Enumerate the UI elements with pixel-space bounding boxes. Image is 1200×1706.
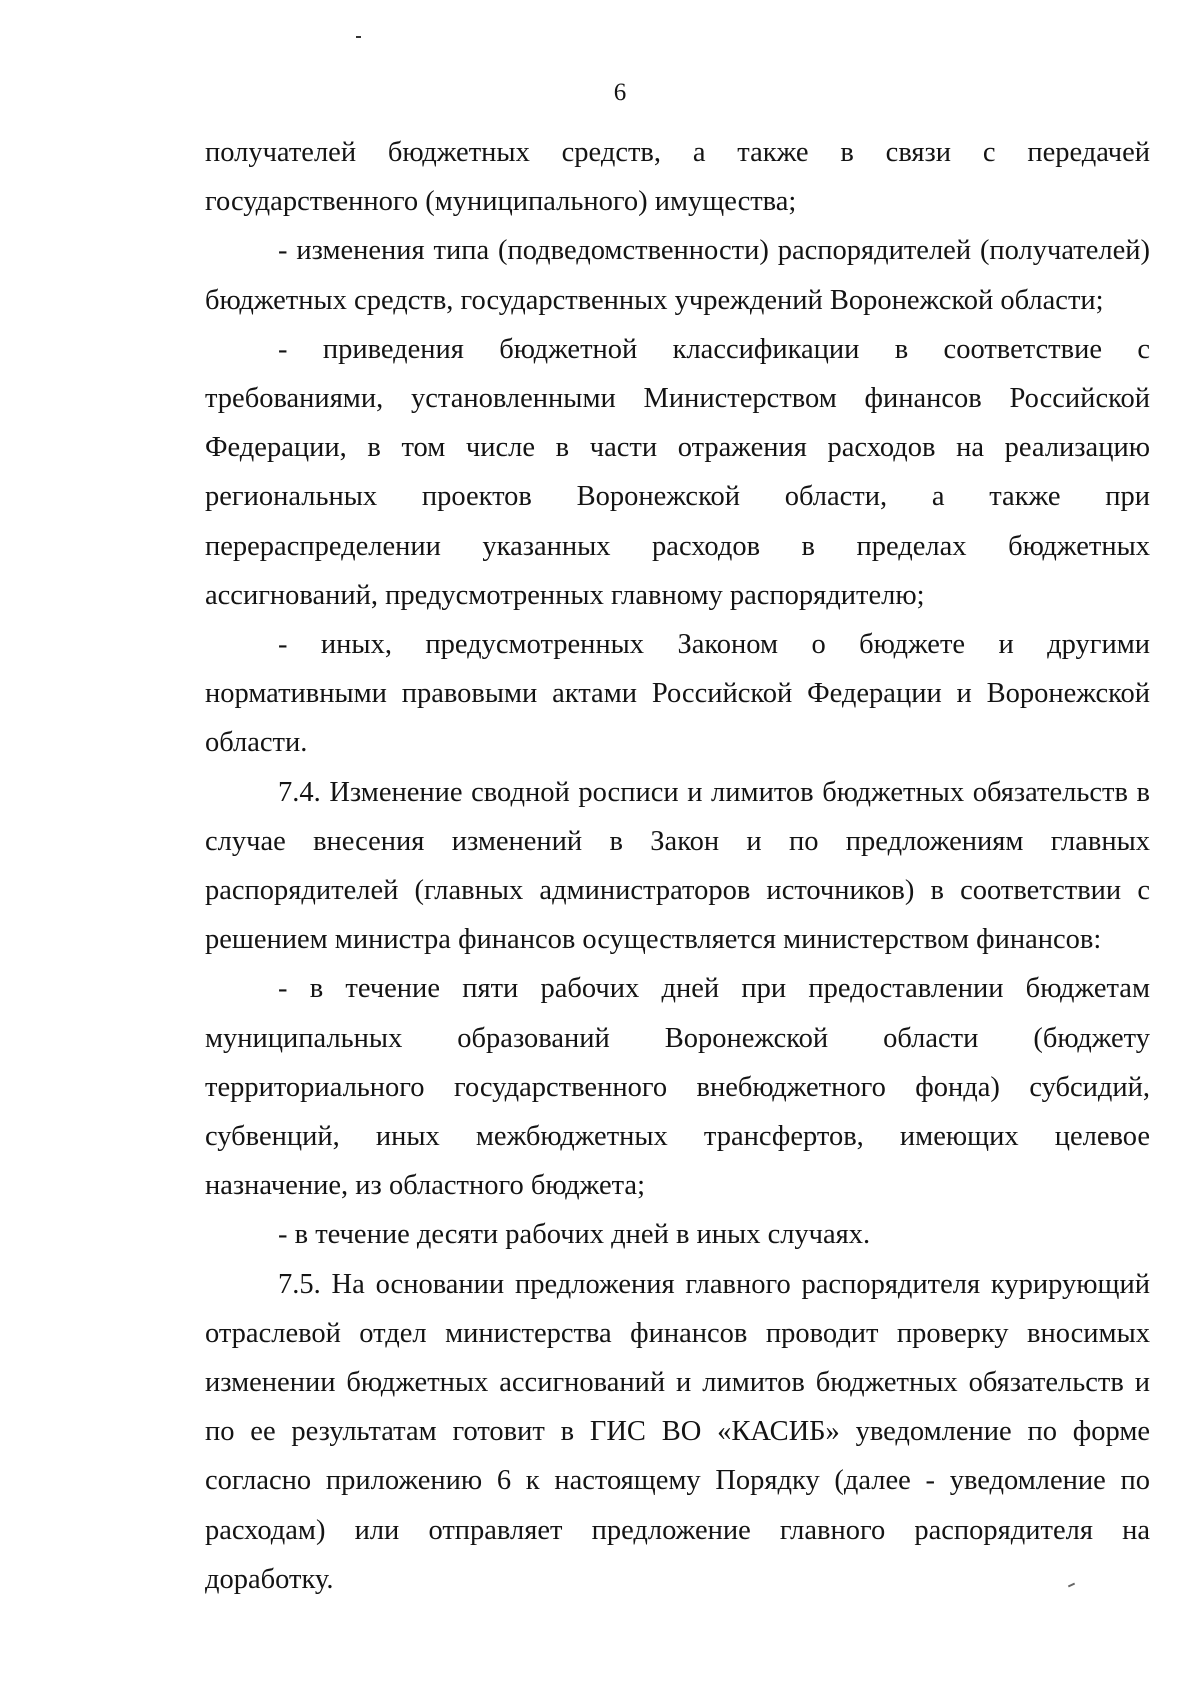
document-body — [205, 128, 1150, 1604]
paragraph-type-change: - изменения типа (подведомственности) распорядителей (получателей) бюджетных средств, государственных учреждений Воронежской области; — [205, 235, 1150, 316]
paragraph-continuation: получателей бюджетных средств, а также в связи с передачей государственного (муниципального) имущества; — [205, 137, 1150, 218]
paragraph-five-days: - в течение пяти рабочих дней при предоставлении бюджетам муниципальных образований Воронежской области (бюджету территориального государственного внебюджетного фонда) субсидий, субвенций, иных межбюджетных трансфертов, имеющих целевое назначение, из областного бюджета; — [205, 973, 1150, 1202]
paragraph-other-cases: - иных, предусмотренных Законом о бюджете и другими нормативными правовыми актами Российской Федерации и Воронежской области. — [205, 629, 1150, 759]
page-number: 6 — [613, 79, 627, 106]
paragraph-7-5: 7.5. На основании предложения главного распорядителя курирующий отраслевой отдел министерства финансов проводит проверку вносимых изменении бюджетных ассигнований и лимитов бюджетных обязательств и по ее результатам готовит в ГИС ВО «КАСИБ» уведомление по форме согласно приложению 6 к настоящему Порядку (далее - уведомление по расходам) или отправляет предложение главного распорядителя на доработку. — [205, 1268, 1150, 1595]
paragraph-ten-days: - в течение десяти рабочих дней в иных случаях. — [278, 1219, 871, 1251]
paragraph-7-4: 7.4. Изменение сводной росписи и лимитов бюджетных обязательств в случае внесения изменений в Закон и по предложениям главных распорядителей (главных администраторов источников) в соответствии с решением министра финансов осуществляется министерством финансов: — [205, 776, 1150, 956]
paragraph-classification: - приведения бюджетной классификации в соответствие с требованиями, установленными Министерством финансов Российской Федерации, в том числе в части отражения расходов на реализацию региональных проектов Воронежской области, а также при перераспределении указанных расходов в пределах бюджетных ассигнований, предусмотренных главному распорядителю; — [205, 333, 1150, 611]
scan-speck — [356, 36, 361, 38]
